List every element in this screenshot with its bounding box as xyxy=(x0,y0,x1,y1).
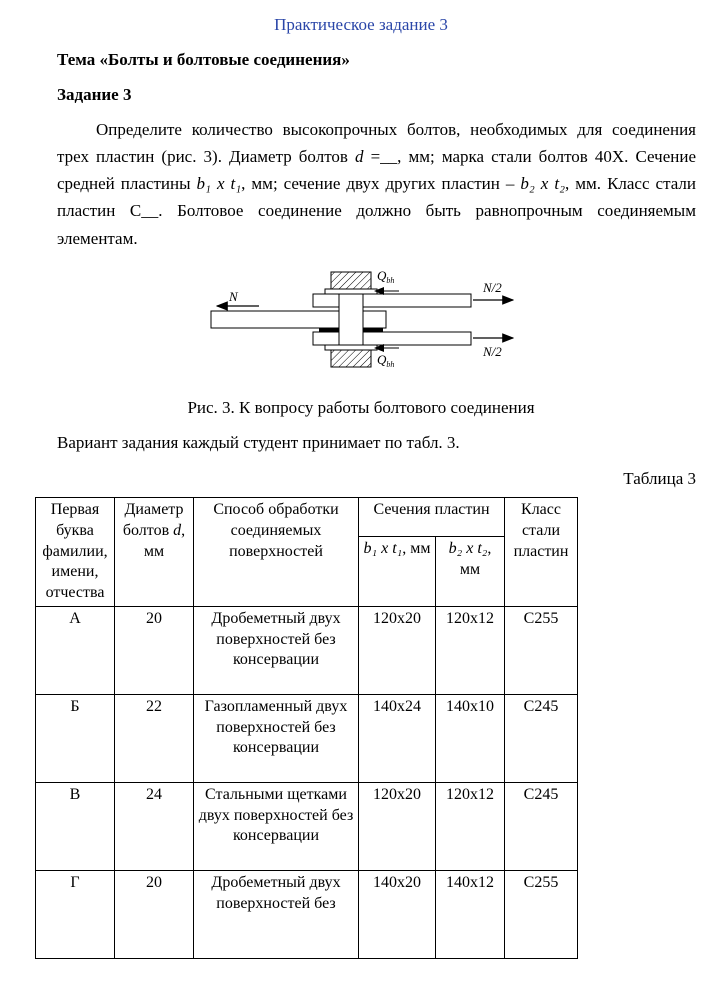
cell-section1: 140x24 xyxy=(359,694,436,782)
force-label-n: N xyxy=(229,288,238,304)
theme-heading: Тема «Болты и болтовые соединения» xyxy=(57,49,350,69)
variants-table xyxy=(35,497,578,959)
cell-method: Дробеметный двух поверхностей без xyxy=(194,870,359,958)
cell-diameter: 20 xyxy=(115,606,194,694)
header-section1-unit: , мм xyxy=(402,539,431,557)
header-name: Первая буква фамилии, имени, отчества xyxy=(36,497,115,606)
header-section2 xyxy=(436,536,505,606)
cell-method: Газопламенный двух поверхностей без консервации xyxy=(194,694,359,782)
header-method: Способ обработки соединяемых поверхностей xyxy=(194,497,359,606)
q-subscript: bh xyxy=(386,359,395,369)
bolt-nut xyxy=(331,350,371,367)
cell-diameter: 22 xyxy=(115,694,194,782)
task-heading: Задание 3 xyxy=(57,84,132,104)
cell-steel: С255 xyxy=(505,606,578,694)
header-section2-unit: , мм xyxy=(459,539,492,578)
contact-band-right xyxy=(363,328,383,332)
table-row xyxy=(36,782,578,870)
symbol-d: d xyxy=(355,147,364,167)
header-diameter xyxy=(115,497,194,606)
top-plate xyxy=(313,294,471,307)
cell-letter: А xyxy=(36,606,115,694)
figure-caption: Рис. 3. К вопросу работы болтового соединения xyxy=(187,397,535,417)
cell-method: Дробеметный двух поверхностей без консервации xyxy=(194,606,359,694)
header-diameter-text: Диаметр болтов xyxy=(122,500,184,539)
header-section1-symbol: b₁ x t₁ xyxy=(363,539,403,557)
table-label: Таблица 3 xyxy=(623,469,696,489)
bottom-washer xyxy=(325,345,377,350)
table-row xyxy=(36,606,578,694)
intro-run: , мм; сечение двух других пластин – xyxy=(241,174,521,194)
cell-diameter: 20 xyxy=(115,870,194,958)
q-symbol: Q xyxy=(377,351,387,367)
cell-letter: Г xyxy=(36,870,115,958)
symbol-b2t2: b₂ x t₂ xyxy=(520,174,566,194)
cell-section2: 120x12 xyxy=(436,606,505,694)
cell-diameter: 24 xyxy=(115,782,194,870)
q-symbol: Q xyxy=(377,267,387,283)
symbol-b1t1: b₁ x t₁ xyxy=(196,174,242,194)
cell-letter: В xyxy=(36,782,115,870)
intro-paragraph xyxy=(57,116,696,252)
intro-run: , мм. Класс стали пластин С__. Болтовое соединение должно быть равнопрочным соединяемым элементам. xyxy=(57,174,697,248)
header-section1 xyxy=(359,536,436,606)
friction-label-bottom xyxy=(377,352,394,369)
bolt-head xyxy=(331,272,371,289)
header-diameter-symbol: d xyxy=(173,521,182,539)
bottom-plate xyxy=(313,332,471,345)
cell-letter: Б xyxy=(36,694,115,782)
cell-method: Стальными щетками двух поверхностей без консервации xyxy=(194,782,359,870)
top-washer xyxy=(325,289,377,294)
cell-steel: С255 xyxy=(505,870,578,958)
bolt-shank xyxy=(339,289,363,350)
table-row xyxy=(36,694,578,782)
cell-section1: 140x20 xyxy=(359,870,436,958)
cell-steel: С245 xyxy=(505,694,578,782)
header-sections: Сечения пластин xyxy=(359,497,505,536)
header-diameter-unit: , мм xyxy=(143,521,186,560)
cell-section1: 120x20 xyxy=(359,606,436,694)
page-title: Практическое задание 3 xyxy=(274,15,448,34)
force-label-n2-bottom: N/2 xyxy=(483,343,502,359)
variant-paragraph: Вариант задания каждый студент принимает по табл. 3. xyxy=(57,432,460,452)
cell-steel: С245 xyxy=(505,782,578,870)
friction-label-top xyxy=(377,268,394,285)
cell-section1: 120x20 xyxy=(359,782,436,870)
cell-section2: 120x12 xyxy=(436,782,505,870)
q-subscript: bh xyxy=(386,275,395,285)
table-row xyxy=(36,870,578,958)
intro-run: Определите количество высокопрочных болтов, необходимых для соединения трех пластин (рис. 3). Диаметр болтов xyxy=(57,119,696,167)
cell-section2: 140x10 xyxy=(436,694,505,782)
bolt-connection-figure xyxy=(201,264,521,382)
header-section2-symbol: b₂ x t₂ xyxy=(448,539,488,557)
intro-run: =__, мм; марка стали болтов 40Х. Сечение средней пластины xyxy=(57,147,696,194)
cell-section2: 140x12 xyxy=(436,870,505,958)
force-label-n2-top: N/2 xyxy=(483,279,502,295)
contact-band-left xyxy=(319,328,339,332)
header-steel: Класс стали пластин xyxy=(505,497,578,606)
